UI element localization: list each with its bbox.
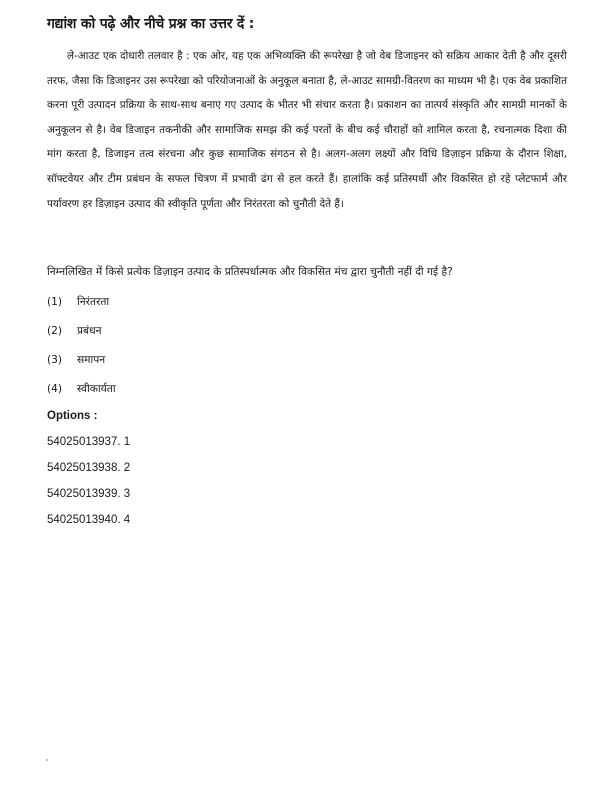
choice-3 [47,352,105,368]
option-1[interactable]: 54025013937. 1 [47,436,131,448]
choice-number: (3) [47,354,63,366]
options-label: Options : [47,410,98,422]
page-mark [46,759,48,761]
passage-text: ले-आउट एक दोधारी तलवार है : एक ओर, यह एक अभिव्यक्ति की रूपरेखा है जो वेब डिजाइनर को सक्रिय आकार देती है और दूसरी तरफ, जैसा कि डिजाइनर उस रूपरेखा को परियोजनाओं के अनुकूल बनाता है, ले-आउट सामग्री-वितरण का माध्यम भी है। एक वेब प्रकाशित करना पूरी उत्पादन प्रक्रिया के साथ-साथ बनाए गए उत्पाद के भीतर भी संचार करता है। प्रकाशन का तात्पर्य संस्कृति और सामग्री मानकों के अनुकूलन से है। वेब डिजाइन तकनीकी और सामाजिक समझ की कई परतों के बीच कई चौराहों को शामिल करता है, रचनात्मक दिशा की मांग करता है, डिजाइन तत्व संरचना और कुछ सामाजिक संगठन से है। अलग-अलग लक्ष्यों और विधि डिज़ाइन प्रक्रिया के दौरान शिक्षा, सॉफ्टवेयर और टीम प्रबंधन के सफल चित्रण में प्रभावी ढंग से हल करते हैं। हालांकि कई प्रतिस्पर्धी और विकसित हो रहे प्लेटफार्म और पर्यावरण हर डिज़ाइन उत्पाद की स्वीकृति पूर्णता और निरंतरता को चुनौती देते हैं। [47,50,567,210]
option-3[interactable]: 54025013939. 3 [47,488,131,500]
choice-1 [47,294,109,310]
instruction-heading: गद्यांश को पढ़े और नीचे प्रश्न का उत्तर दें : [47,16,255,32]
question-text: निम्नलिखित में किसे प्रत्येक डिज़ाइन उत्पाद के प्रतिस्पर्धात्मक और विकसित मंच द्वारा चुनौती नहीं दी गई है? [47,266,453,278]
choice-4 [47,381,116,397]
choice-text: प्रबंधन [77,325,102,337]
choice-number: (2) [47,325,63,337]
choice-text: स्वीकार्यता [77,383,116,395]
option-2[interactable]: 54025013938. 2 [47,462,131,474]
choice-text: निरंतरता [77,296,110,308]
choice-number: (4) [47,383,63,395]
choice-2 [47,323,101,339]
choice-number: (1) [47,296,63,308]
choice-text: समापन [77,354,106,366]
option-4[interactable]: 54025013940. 4 [47,514,131,526]
